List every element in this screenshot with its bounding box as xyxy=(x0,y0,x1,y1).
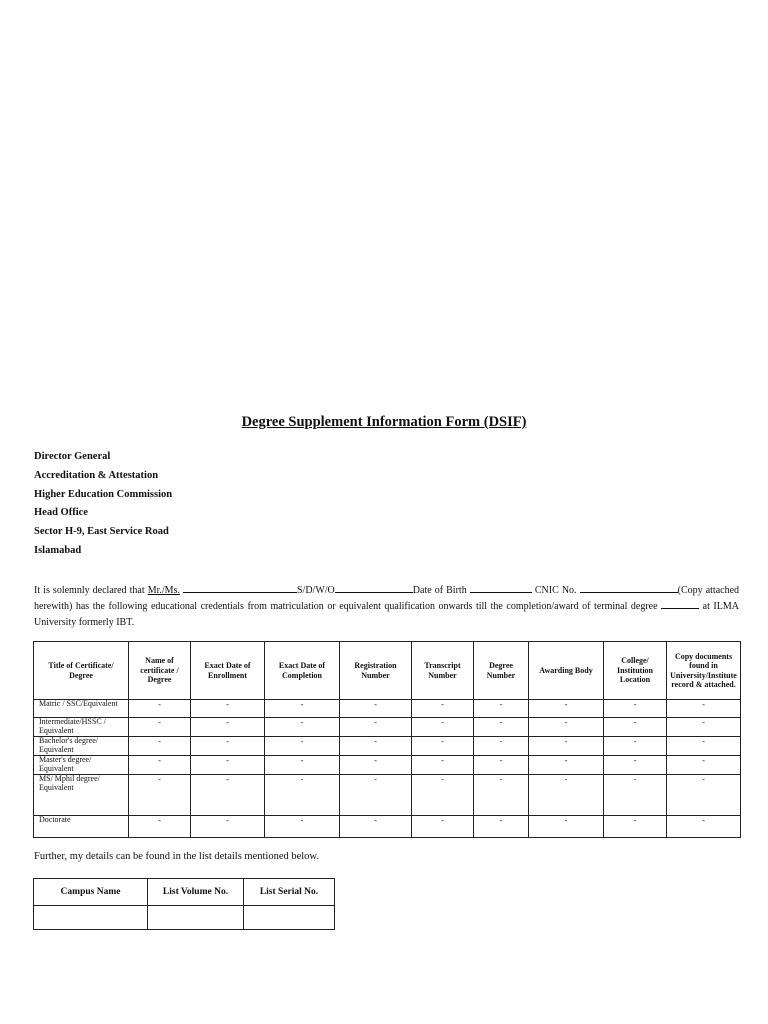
table-header-row xyxy=(34,642,741,700)
column-header: Name of certificate / Degree xyxy=(129,642,191,700)
table-cell[interactable]: - xyxy=(412,756,474,775)
table-cell[interactable]: - xyxy=(529,756,604,775)
parent-name-blank[interactable] xyxy=(335,583,413,593)
table-cell[interactable]: - xyxy=(474,700,529,718)
table-row xyxy=(34,718,741,737)
campus-name-cell[interactable] xyxy=(34,906,148,930)
address-line: Sector H-9, East Service Road xyxy=(34,526,169,538)
table-cell[interactable]: - xyxy=(129,775,191,816)
name-blank[interactable] xyxy=(183,583,297,593)
table-cell[interactable]: - xyxy=(667,756,741,775)
row-label: Master's degree/ Equivalent xyxy=(34,756,129,775)
row-label: MS/ Mphil degree/ Equivalent xyxy=(34,775,129,816)
table-row xyxy=(34,906,335,930)
table-cell[interactable]: - xyxy=(129,737,191,756)
table-cell[interactable]: - xyxy=(191,700,265,718)
dob-blank[interactable] xyxy=(470,583,532,593)
table-cell[interactable]: - xyxy=(604,718,667,737)
table-cell[interactable]: - xyxy=(667,700,741,718)
table-cell[interactable]: - xyxy=(412,737,474,756)
table-header-row xyxy=(34,879,335,906)
table-cell[interactable]: - xyxy=(604,816,667,838)
table-cell[interactable]: - xyxy=(340,775,412,816)
table-cell[interactable]: - xyxy=(474,737,529,756)
table-cell[interactable]: - xyxy=(191,756,265,775)
address-line: Islamabad xyxy=(34,544,82,556)
table-cell[interactable]: - xyxy=(129,756,191,775)
address-line: Higher Education Commission xyxy=(34,488,173,500)
column-header: Awarding Body xyxy=(529,642,604,700)
declaration-text: (Copy attached herewith) has the following educational credentials from matriculation or equivalent qualification onwards till the completion/award of terminal degree xyxy=(34,585,740,612)
declaration-text: at ILMA University formerly IBT. xyxy=(34,601,739,628)
table-row xyxy=(34,737,741,756)
table-cell[interactable]: - xyxy=(667,718,741,737)
table-cell[interactable]: - xyxy=(340,816,412,838)
table-row xyxy=(34,816,741,838)
further-details-text: Further, my details can be found in the list details mentioned below. xyxy=(34,851,319,862)
table-cell[interactable]: - xyxy=(529,816,604,838)
table-cell[interactable]: - xyxy=(265,737,340,756)
table-cell[interactable]: - xyxy=(529,718,604,737)
list-serial-cell[interactable] xyxy=(244,906,335,930)
declaration-paragraph xyxy=(34,583,739,631)
table-cell[interactable]: - xyxy=(412,718,474,737)
table-cell[interactable]: - xyxy=(129,700,191,718)
cnic-blank[interactable] xyxy=(580,583,678,593)
table-cell[interactable]: - xyxy=(129,718,191,737)
column-header: Copy documents found in University/Institute record & attached. xyxy=(667,642,741,700)
table-cell[interactable]: - xyxy=(474,816,529,838)
table-cell[interactable]: - xyxy=(340,700,412,718)
table-cell[interactable]: - xyxy=(191,816,265,838)
row-label: Matric / SSC/Equivalent xyxy=(34,700,129,718)
form-title: Degree Supplement Information Form (DSIF) xyxy=(241,414,527,430)
column-header: College/ Institution Location xyxy=(604,642,667,700)
table-cell[interactable]: - xyxy=(474,718,529,737)
table-cell[interactable]: - xyxy=(604,700,667,718)
table-cell[interactable]: - xyxy=(265,718,340,737)
address-line: Head Office xyxy=(34,507,88,519)
table-cell[interactable]: - xyxy=(529,700,604,718)
table-cell[interactable]: - xyxy=(129,816,191,838)
dob-label: Date of Birth xyxy=(412,585,470,596)
column-header: Degree Number xyxy=(474,642,529,700)
table-cell[interactable]: - xyxy=(191,718,265,737)
column-header: List Serial No. xyxy=(244,879,335,906)
table-cell[interactable]: - xyxy=(474,756,529,775)
table-cell[interactable]: - xyxy=(667,775,741,816)
row-label: Bachelor's degree/ Equivalent xyxy=(34,737,129,756)
column-header: List Volume No. xyxy=(148,879,244,906)
column-header: Exact Date of Enrollment xyxy=(191,642,265,700)
column-header: Exact Date of Completion xyxy=(265,642,340,700)
address-line: Accreditation & Attestation xyxy=(34,469,159,481)
title-prefix: Mr./Ms. xyxy=(147,585,180,596)
declaration-text: It is solemnly declared that xyxy=(34,585,148,596)
row-label: Doctorate xyxy=(34,816,129,838)
table-cell[interactable]: - xyxy=(667,816,741,838)
table-row xyxy=(34,700,741,718)
table-cell[interactable]: - xyxy=(340,737,412,756)
table-cell[interactable]: - xyxy=(412,700,474,718)
address-block xyxy=(34,449,172,562)
table-cell[interactable]: - xyxy=(265,816,340,838)
table-cell[interactable]: - xyxy=(340,756,412,775)
column-header: Title of Certificate/ Degree xyxy=(34,642,129,700)
table-cell[interactable]: - xyxy=(265,775,340,816)
table-cell[interactable]: - xyxy=(265,756,340,775)
table-cell[interactable]: - xyxy=(604,775,667,816)
table-cell[interactable]: - xyxy=(412,775,474,816)
table-row xyxy=(34,756,741,775)
credentials-table xyxy=(33,641,741,838)
table-row xyxy=(34,775,741,816)
table-cell[interactable]: - xyxy=(191,775,265,816)
column-header: Registration Number xyxy=(340,642,412,700)
list-details-table xyxy=(33,878,335,930)
list-volume-cell[interactable] xyxy=(148,906,244,930)
table-cell[interactable]: - xyxy=(604,737,667,756)
column-header: Campus Name xyxy=(34,879,148,906)
table-cell[interactable]: - xyxy=(529,737,604,756)
table-cell[interactable]: - xyxy=(191,737,265,756)
table-cell[interactable]: - xyxy=(412,816,474,838)
table-cell[interactable]: - xyxy=(529,775,604,816)
table-cell[interactable]: - xyxy=(340,718,412,737)
row-label: Intermediate/HSSC / Equivalent xyxy=(34,718,129,737)
table-cell[interactable]: - xyxy=(667,737,741,756)
column-header: Transcript Number xyxy=(412,642,474,700)
cnic-label: CNIC No. xyxy=(531,585,577,596)
terminal-degree-blank[interactable] xyxy=(661,599,699,609)
table-cell[interactable]: - xyxy=(474,775,529,816)
relation-label: S/D/W/O xyxy=(297,585,335,596)
address-line: Director General xyxy=(34,451,111,462)
table-cell[interactable]: - xyxy=(604,756,667,775)
table-cell[interactable]: - xyxy=(265,700,340,718)
